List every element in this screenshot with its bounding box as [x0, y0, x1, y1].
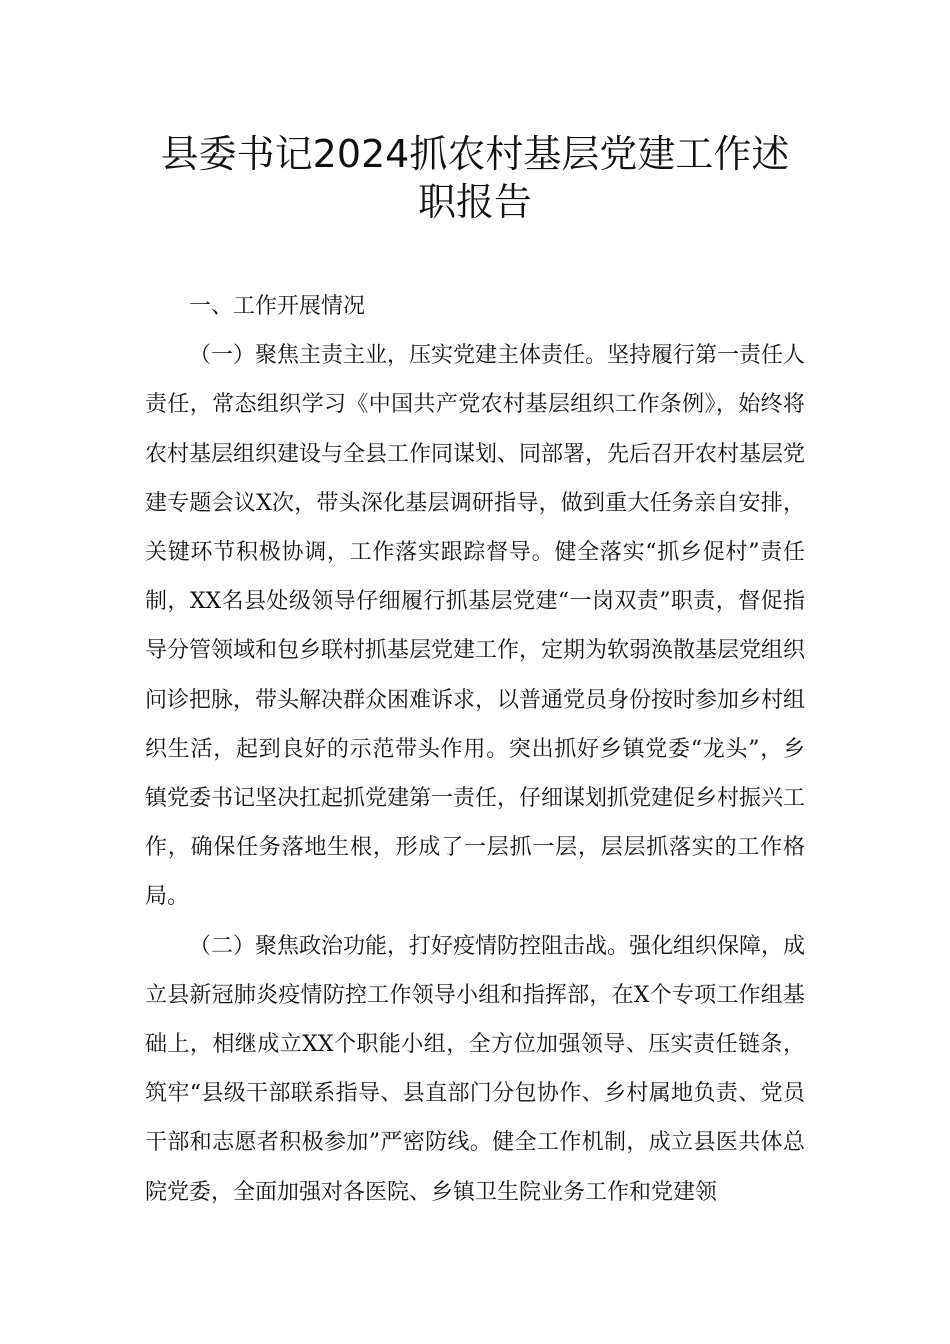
title-line-2: 职报告 — [417, 180, 532, 224]
document-title — [0, 130, 950, 226]
section-heading: 一、工作开展情况 — [189, 294, 366, 319]
document-body — [145, 282, 805, 1217]
paragraph-2: （二）聚焦政治功能，打好疫情防控阻击战。强化组织保障，成立县新冠肺炎疫情防控工作领导小组和指挥部，在X个专项工作组基础上，相继成立XX个职能小组，全方位加强领导、压实责任链条，筑牢“县级干部联系指导、县直部门分包协作、乡村属地负责、党员干部和志愿者积极参加”严密防线。健全工作机制，成立县医共体总院党委，全面加强对各医院、乡镇卫生院业务工作和党建领 — [145, 933, 806, 1205]
paragraph-1: （一）聚焦主责主业，压实党建主体责任。坚持履行第一责任人责任，常态组织学习《中国共产党农村基层组织工作条例》，始终将农村基层组织建设与全县工作同谋划、同部署，先后召开农村基层党建专题会议X次，带头深化基层调研指导，做到重大任务亲自安排，关键环节积极协调，工作落实跟踪督导。健全落实“抓乡促村”责任制，XX名县处级领导仔细履行抓基层党建“一岗双责”职责，督促指导分管领域和包乡联村抓基层党建工作，定期为软弱涣散基层党组织问诊把脉，带头解决群众困难诉求，以普通党员身份按时参加乡村组织生活，起到良好的示范带头作用。突出抓好乡镇党委“龙头”，乡镇党委书记坚决扛起抓党建第一责任，仔细谋划抓党建促乡村振兴工作，确保任务落地生根，形成了一层抓一层，层层抓落实的工作格局。 — [145, 343, 806, 910]
title-line-1: 县委书记2024抓农村基层党建工作述 — [160, 132, 790, 176]
